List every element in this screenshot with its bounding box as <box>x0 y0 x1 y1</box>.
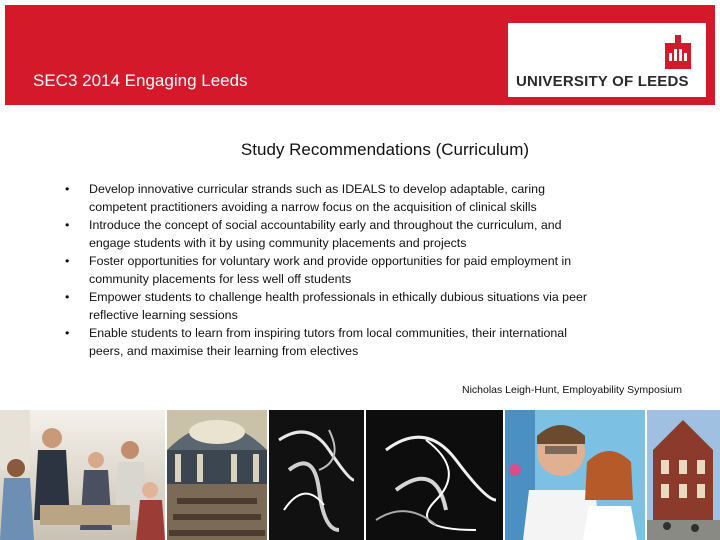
recommendation-list <box>60 180 650 360</box>
list-item <box>60 252 650 288</box>
bullet-icon: • <box>65 326 70 340</box>
attribution-text: Nicholas Leigh-Hunt, Employability Symposium <box>461 384 682 396</box>
header-banner <box>5 5 715 105</box>
slide-heading: Study Recommendations (Curriculum) <box>240 140 530 159</box>
bullet-line: Enable students to learn from inspiring tutors from local communities, their international <box>89 326 567 340</box>
library-reading-room-photo <box>167 410 267 540</box>
bullet-line: competent practitioners avoiding a narrow focus on the acquisition of clinical skills <box>89 200 537 214</box>
logo-text: UNIVERSITY OF LEEDS <box>516 73 689 90</box>
session-title: SEC3 2014 Engaging Leeds <box>33 71 248 90</box>
bullet-line: Foster opportunities for voluntary work and provide opportunities for paid employment in <box>89 254 572 268</box>
list-item <box>60 216 650 252</box>
campus-building-photo <box>647 410 720 540</box>
list-item <box>60 180 650 216</box>
list-item <box>60 288 650 324</box>
bullet-line: reflective learning sessions <box>89 308 238 322</box>
bullet-icon: • <box>65 254 70 268</box>
light-trails-photo <box>366 410 503 540</box>
university-logo <box>508 23 706 97</box>
bullet-line: community placements for less well off students <box>89 272 352 286</box>
group-discussion-photo <box>0 410 165 540</box>
list-item <box>60 324 650 360</box>
bullet-line: Introduce the concept of social accountability early and throughout the curriculum, and <box>89 218 562 232</box>
bullet-line: Develop innovative curricular strands such as IDEALS to develop adaptable, caring <box>89 182 545 196</box>
bullet-line: engage students with it by using community placements and projects <box>89 236 467 250</box>
bullet-line: peers, and maximise their learning from electives <box>89 344 359 358</box>
photo-strip <box>0 410 720 540</box>
bullet-icon: • <box>65 218 70 232</box>
university-crest-icon <box>665 35 691 69</box>
students-lab-photo <box>505 410 645 540</box>
bullet-icon: • <box>65 290 70 304</box>
light-sculpture-photo <box>269 410 364 540</box>
bullet-icon: • <box>65 182 70 196</box>
bullet-line: Empower students to challenge health professionals in ethically dubious situations via peer <box>89 290 587 304</box>
